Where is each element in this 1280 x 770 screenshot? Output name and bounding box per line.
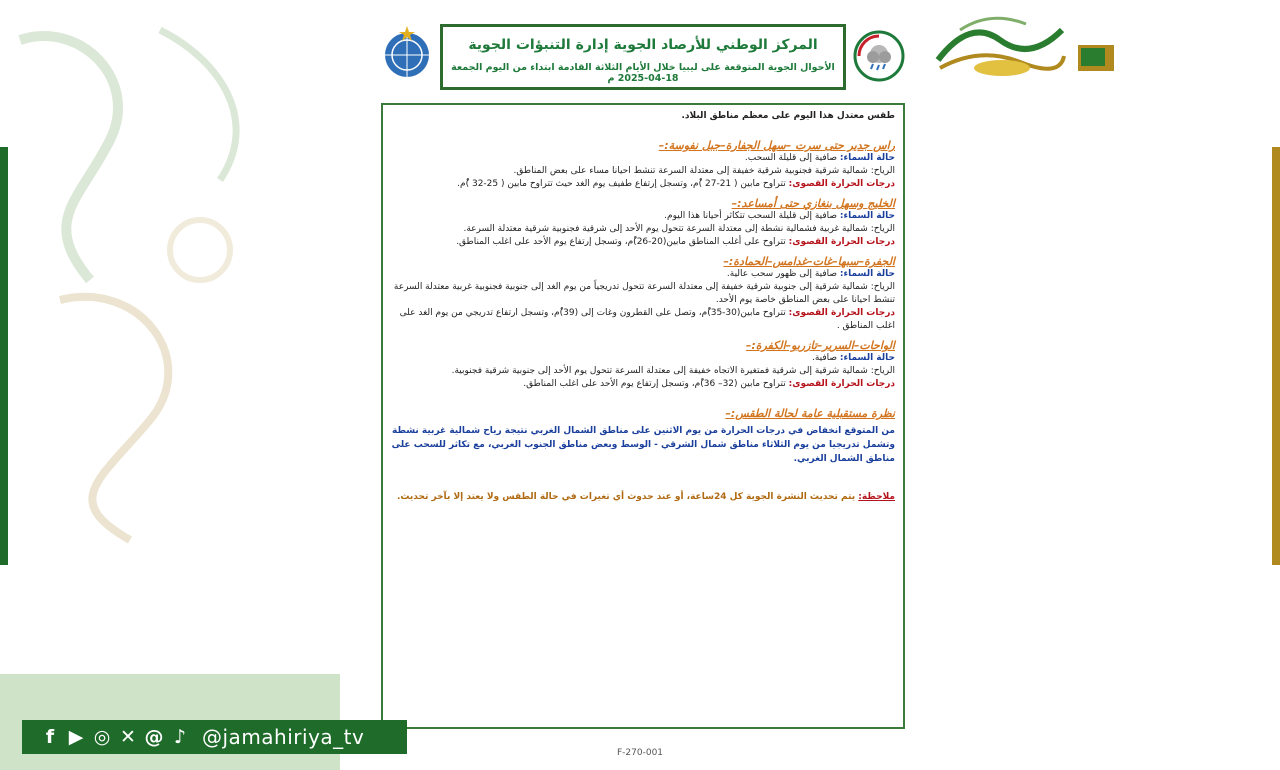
temp-text: تتراوح مابين (32– 36)ْم، وتسجل إرتفاع يوم الأحد على اغلب المناطق.	[523, 379, 789, 389]
temperature	[391, 307, 895, 333]
social-strip	[22, 720, 407, 754]
forecast-intro: طقس معتدل هذا اليوم على معظم مناطق البلاد.	[681, 111, 895, 121]
threads-icon[interactable]: @	[144, 726, 164, 748]
sky-condition	[391, 268, 895, 281]
sky-label: حالة السماء:	[839, 153, 895, 163]
right-accent-bar	[1272, 147, 1280, 565]
sky-text: صافية إلى قليلة السحب تتكاثر أحيانا هذا اليوم.	[664, 211, 840, 221]
sky-condition	[391, 352, 895, 365]
sky-label: حالة السماء:	[839, 211, 895, 221]
sky-condition	[391, 210, 895, 223]
sky-label: حالة السماء:	[839, 353, 895, 363]
weather-center-logo-icon	[853, 30, 905, 82]
temp-label: درجات الحرارة القصوى:	[788, 179, 895, 189]
left-accent-bar	[0, 147, 8, 565]
region-title: الخليج وسهل بنغازي حتى أمساعد:–	[731, 197, 895, 210]
temp-text: تتراوح مابين(30-35)ْم، وتصل على القطرون وغات إلى (39)ْم، وتسجل ارتفاع تدريجي من يوم الغد على اغلب المناطق .	[399, 308, 895, 331]
sky-text: صافية إلى ظهور سحب عالية.	[726, 269, 840, 279]
temperature	[391, 378, 895, 391]
header-title: المركز الوطني للأرصاد الجوية إدارة التنبؤات الجوية	[468, 37, 818, 53]
wind-text: الرياح: شمالية شرقية إلى جنوبية شرقية خفيفة إلى معتدلة السرعة تتحول تدريجياً من يوم الغد إلى جنوبية فجنوبية غربية معتدلة السرعة تنشط احيانا على بعض المناطق خاصة يوم الأحد.	[393, 282, 895, 305]
temp-text: تتراوح على أغلب المناطق مابين(20-26)ْم، وتسجل إرتفاع يوم الأحد على اغلب المناطق.	[456, 237, 789, 247]
outlook-text: من المتوقع انخفاض في درجات الحرارة من يوم الاثنين على مناطق الشمال الغربي نتيجة رياح شمالية غربية نشطة وتشمل تدريجيا من يوم الثلاثاء مناطق شمال الشرقي - الوسط وبعض مناطق الجنوب الغربي، مع تكاثر للسحب على مناطق الشمال الغربي.	[391, 426, 895, 464]
note-text: يتم تحديث النشرة الجوية كل 24ساعة، أو عند حدوث أي تغيرات في حالة الطقس ولا يعتد إلا بآخر تحديث.	[396, 492, 859, 502]
tiktok-icon[interactable]: ♪	[173, 726, 187, 748]
wind-text: الرياح: شمالية شرقية فجنوبية شرقية خفيفة إلى معتدلة السرعة تنشط احيانا مساء على بعض المناطق.	[513, 166, 895, 176]
forecast-content	[381, 103, 905, 729]
wind-text: الرياح: شمالية شرقية إلى شرقية فمتغيرة الاتجاه خفيفة إلى معتدلة السرعة تتحول يوم الأحد إلى جنوبية شرقية فجنوبية.	[451, 366, 895, 376]
background-ornament	[0, 0, 300, 560]
instagram-icon[interactable]: ◎	[93, 726, 111, 748]
sky-text: صافية.	[811, 353, 840, 363]
temp-label: درجات الحرارة القصوى:	[788, 308, 895, 318]
temperature	[391, 236, 895, 249]
outlook-title: نظرة مستقبلية عامة لحالة الطقس:–	[725, 407, 895, 420]
jamahiriya-brand-logo-icon	[930, 10, 1070, 76]
temp-label: درجات الحرارة القصوى:	[788, 379, 895, 389]
sky-text: صافية إلى قليلة السحب.	[744, 153, 840, 163]
brand-green-square	[1078, 45, 1114, 71]
header-box	[440, 24, 846, 90]
youtube-icon[interactable]: ▶	[68, 726, 84, 748]
facebook-icon[interactable]: f	[45, 726, 55, 748]
region-title: راس جدير حتى سرت –سهل الجفارة–جبل نفوسة:–	[658, 139, 895, 152]
x-icon[interactable]: ✕	[120, 726, 136, 748]
region-title: الواحات–السرير–تازربو–الكفرة:–	[745, 339, 895, 352]
social-handle[interactable]: @jamahiriya_tv	[202, 725, 365, 749]
sky-condition	[391, 152, 895, 165]
note-label: ملاحظة:	[858, 492, 895, 502]
header-subtitle: الأحوال الجوية المتوقعة على ليبيا خلال الأيام الثلاثة القادمة ابتداء من اليوم الجمعة 18-04-2025 م	[451, 62, 835, 84]
sky-label: حالة السماء:	[839, 269, 895, 279]
temp-text: تتراوح مابين ( 21-27 )ْم، وتسجل إرتفاع طفيف يوم الغد حيث تتراوح مابين ( 25-32 )ْم.	[457, 179, 789, 189]
update-note	[391, 492, 895, 502]
wmo-logo-icon	[378, 24, 436, 82]
temp-label: درجات الحرارة القصوى:	[788, 237, 895, 247]
form-code: F-270-001	[617, 748, 664, 758]
temperature	[391, 178, 895, 191]
wind-text: الرياح: شمالية غربية فشمالية نشطة إلى معتدلة السرعة تتحول يوم الأحد إلى شرقية فجنوبية شرقية معتدلة السرعة.	[463, 224, 895, 234]
region-title: الجفرة–سبها–غات–غدامس–الحمادة:–	[723, 255, 895, 268]
